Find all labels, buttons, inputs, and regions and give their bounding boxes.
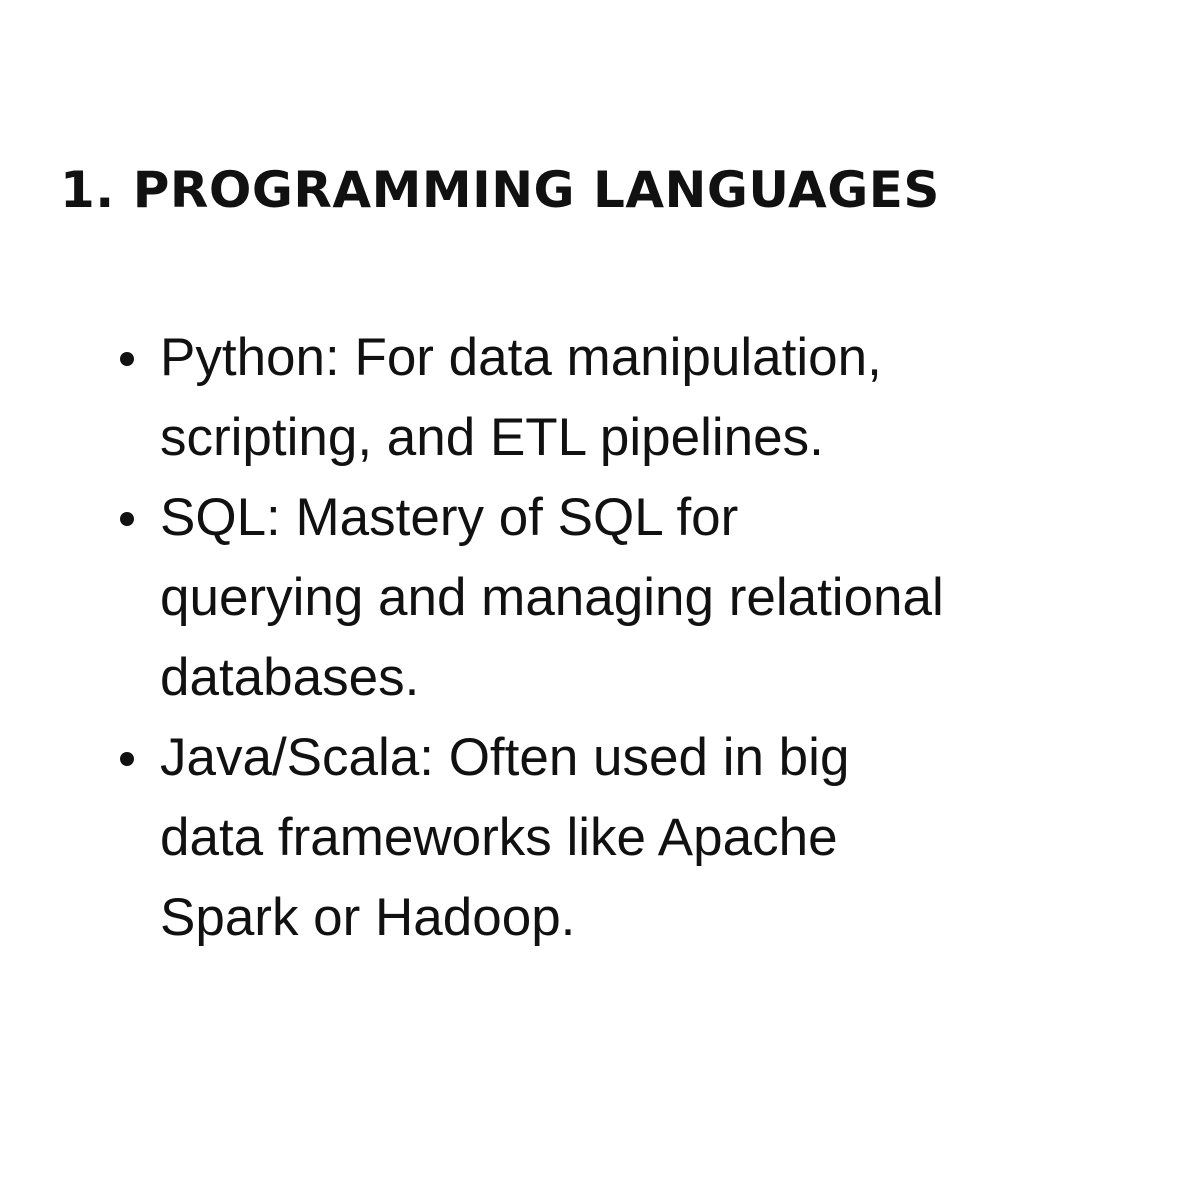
bullet-item-python <box>120 318 1080 478</box>
bullet-line: data frameworks like Apache <box>160 808 838 867</box>
bullet-dot-icon <box>120 512 134 526</box>
bullet-line: SQL: Mastery of SQL for <box>160 488 739 547</box>
section-heading: 1. PROGRAMMING LANGUAGES <box>60 161 940 219</box>
bullet-item-java-scala <box>120 718 1080 958</box>
bullet-line: databases. <box>160 648 420 707</box>
bullet-item-sql <box>120 478 1080 718</box>
bullet-list <box>120 318 1080 958</box>
bullet-dot-icon <box>120 352 134 366</box>
bullet-line: querying and managing relational <box>160 568 944 627</box>
bullet-line: scripting, and ETL pipelines. <box>160 408 824 467</box>
bullet-dot-icon <box>120 752 134 766</box>
bullet-line: Python: For data manipulation, <box>160 328 882 387</box>
bullet-line: Java/Scala: Often used in big <box>160 728 850 787</box>
bullet-line: Spark or Hadoop. <box>160 888 576 947</box>
